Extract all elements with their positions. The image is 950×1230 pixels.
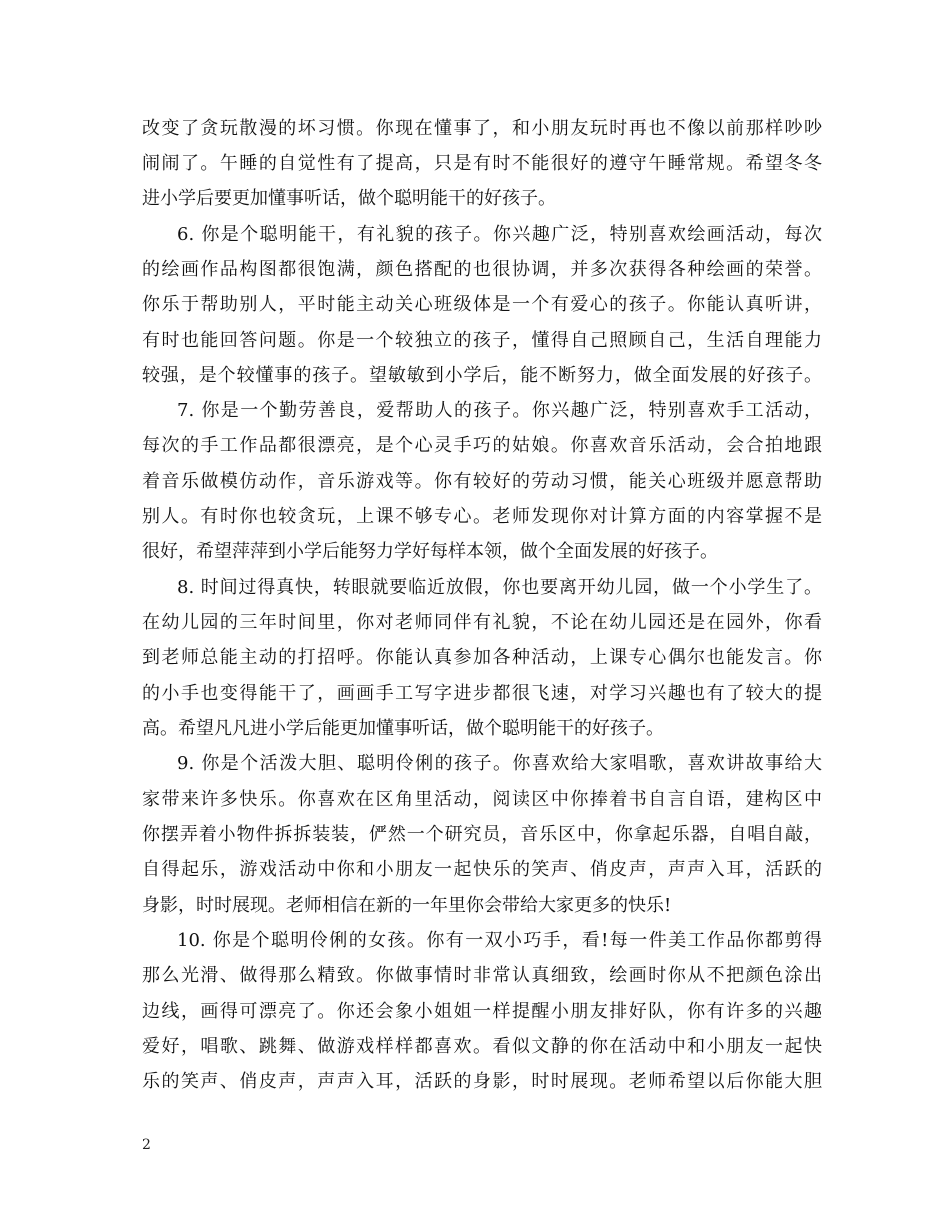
text-line: 很好，希望萍萍到小学后能努力学好每样本领，做个全面发展的好孩子。 — [142, 541, 718, 562]
text-line: 有时也能回答问题。你是一个较独立的孩子，懂得自己照顾自己，生活自理能力 — [142, 330, 822, 351]
text-line: 进小学后要更加懂事听话，做个聪明能干的好孩子。 — [142, 188, 556, 209]
text-line: 在幼儿园的三年时间里，你对老师同伴有礼貌，不论在幼儿园还是在园外，你看 — [142, 612, 822, 633]
text-line: 每次的手工作品都很漂亮，是个心灵手巧的姑娘。你喜欢音乐活动，会合拍地跟 — [142, 435, 822, 456]
text-line: 家带来许多快乐。你喜欢在区角里活动，阅读区中你捧着书自言自语，建构区中 — [142, 789, 822, 810]
text-line: 那么光滑、做得那么精致。你做事情时非常认真细致，绘画时你从不把颜色涂出 — [142, 965, 822, 986]
text-line: 别人。有时你也较贪玩，上课不够专心。老师发现你对计算方面的内容掌握不是 — [142, 506, 822, 527]
page-number: 2 — [142, 1137, 151, 1153]
paragraph-10-first-line: 10. 你是个聪明伶俐的女孩。你有一双小巧手，看!每一件美工作品你都剪得 — [177, 930, 822, 951]
text-line: 高。希望凡凡进小学后能更加懂事听话，做个聪明能干的好孩子。 — [142, 718, 664, 739]
paragraph-9-first-line: 9. 你是个活泼大胆、聪明伶俐的孩子。你喜欢给大家唱歌，喜欢讲故事给大 — [177, 753, 822, 774]
paragraph-7-first-line: 7. 你是一个勤劳善良，爱帮助人的孩子。你兴趣广泛，特别喜欢手工活动， — [177, 400, 822, 421]
paragraph-6-first-line: 6. 你是个聪明能干，有礼貌的孩子。你兴趣广泛，特别喜欢绘画活动，每次 — [177, 224, 822, 245]
text-line: 的绘画作品构图都很饱满，颜色搭配的也很协调，并多次获得各种绘画的荣誉。 — [142, 259, 822, 280]
text-line: 较强，是个较懂事的孩子。望敏敏到小学后，能不断努力，做全面发展的好孩子。 — [142, 365, 822, 386]
text-line: 闹闹了。午睡的自觉性有了提高，只是有时不能很好的遵守午睡常规。希望冬冬 — [142, 153, 822, 174]
text-line: 到老师总能主动的打招呼。你能认真参加各种活动，上课专心偶尔也能发言。你 — [142, 647, 822, 668]
text-line: 爱好，唱歌、跳舞、做游戏样样都喜欢。看似文静的你在活动中和小朋友一起快 — [142, 1036, 822, 1057]
text-line: 自得起乐，游戏活动中你和小朋友一起快乐的笑声、俏皮声，声声入耳，活跃的 — [142, 859, 822, 880]
text-line: 的小手也变得能干了，画画手工写字进步都很飞速，对学习兴趣也有了较大的提 — [142, 683, 822, 704]
text-line: 着音乐做模仿动作，音乐游戏等。你有较好的劳动习惯，能关心班级并愿意帮助 — [142, 471, 822, 492]
text-line: 改变了贪玩散漫的坏习惯。你现在懂事了，和小朋友玩时再也不像以前那样吵吵 — [142, 118, 822, 139]
text-line: 你乐于帮助别人，平时能主动关心班级体是一个有爱心的孩子。你能认真听讲， — [142, 294, 822, 315]
text-line: 你摆弄着小物件拆拆装装，俨然一个研究员，音乐区中，你拿起乐器，自唱自敲， — [142, 824, 822, 845]
paragraph-8-first-line: 8. 时间过得真快，转眼就要临近放假，你也要离开幼儿园，做一个小学生了。 — [177, 577, 822, 598]
text-line: 身影，时时展现。老师相信在新的一年里你会带给大家更多的快乐! — [142, 895, 672, 916]
text-line: 边线，画得可漂亮了。你还会象小姐姐一样提醒小朋友排好队，你有许多的兴趣 — [142, 1001, 822, 1022]
text-line: 乐的笑声、俏皮声，声声入耳，活跃的身影，时时展现。老师希望以后你能大胆 — [142, 1071, 822, 1092]
